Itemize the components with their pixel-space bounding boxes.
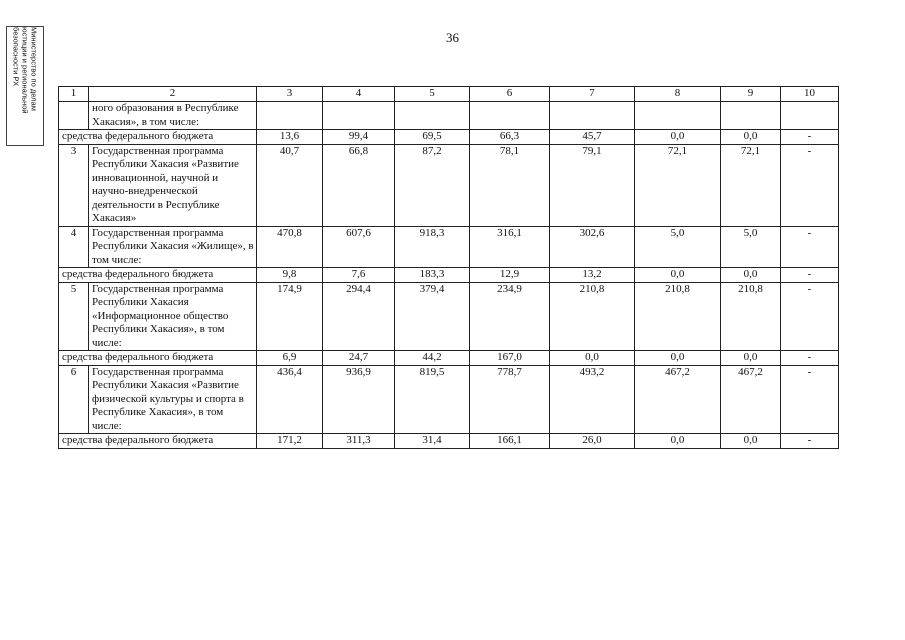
column-header: 10 xyxy=(781,87,839,102)
program-number: 5 xyxy=(59,282,89,351)
value-cell: 13,2 xyxy=(550,268,635,283)
value-cell: 66,8 xyxy=(323,144,395,226)
program-number: 6 xyxy=(59,365,89,434)
value-cell: 13,6 xyxy=(257,130,323,145)
federal-budget-row xyxy=(59,268,839,283)
value-cell: 493,2 xyxy=(550,365,635,434)
stamp-line: безопасности РХ xyxy=(11,27,21,87)
value-cell: 66,3 xyxy=(470,130,550,145)
value-cell: 936,9 xyxy=(323,365,395,434)
value-cell: 45,7 xyxy=(550,130,635,145)
value-cell xyxy=(395,102,470,130)
value-cell xyxy=(781,102,839,130)
value-cell xyxy=(257,102,323,130)
value-cell: 436,4 xyxy=(257,365,323,434)
federal-budget-label: средства федерального бюджета xyxy=(59,268,257,283)
program-row xyxy=(59,226,839,268)
value-cell: 24,7 xyxy=(323,351,395,366)
value-cell: 166,1 xyxy=(470,434,550,449)
program-name: Государственная программа Республики Хакасия «Информационное общество Республики Хакасия», в том числе: xyxy=(89,282,257,351)
value-cell: 470,8 xyxy=(257,226,323,268)
program-number xyxy=(59,102,89,130)
column-header: 9 xyxy=(721,87,781,102)
column-header: 6 xyxy=(470,87,550,102)
value-cell xyxy=(550,102,635,130)
value-cell: 467,2 xyxy=(721,365,781,434)
budget-table xyxy=(58,86,839,449)
program-name: Государственная программа Республики Хакасия «Развитие инновационной, научной и научно-внедренческой деятельности в Республике Хакасия» xyxy=(89,144,257,226)
table-body xyxy=(59,87,839,449)
value-cell: 44,2 xyxy=(395,351,470,366)
program-number: 4 xyxy=(59,226,89,268)
value-cell: 167,0 xyxy=(470,351,550,366)
value-cell: 72,1 xyxy=(721,144,781,226)
value-cell: 234,9 xyxy=(470,282,550,351)
program-row xyxy=(59,282,839,351)
value-cell: 0,0 xyxy=(721,130,781,145)
value-cell: - xyxy=(781,130,839,145)
value-cell: 210,8 xyxy=(635,282,721,351)
value-cell xyxy=(470,102,550,130)
value-cell: 0,0 xyxy=(721,351,781,366)
federal-budget-label: средства федерального бюджета xyxy=(59,434,257,449)
value-cell: 316,1 xyxy=(470,226,550,268)
column-header: 1 xyxy=(59,87,89,102)
value-cell: - xyxy=(781,434,839,449)
column-header: 4 xyxy=(323,87,395,102)
value-cell: 0,0 xyxy=(721,434,781,449)
value-cell: 99,4 xyxy=(323,130,395,145)
value-cell: 26,0 xyxy=(550,434,635,449)
value-cell: 0,0 xyxy=(550,351,635,366)
value-cell: 69,5 xyxy=(395,130,470,145)
value-cell: 72,1 xyxy=(635,144,721,226)
value-cell: 5,0 xyxy=(721,226,781,268)
value-cell: 5,0 xyxy=(635,226,721,268)
value-cell: 0,0 xyxy=(721,268,781,283)
program-row xyxy=(59,102,839,130)
column-header: 5 xyxy=(395,87,470,102)
federal-budget-row xyxy=(59,434,839,449)
program-name: Государственная программа Республики Хакасия «Развитие физической культуры и спорта в Республике Хакасия», в том числе: xyxy=(89,365,257,434)
value-cell: 87,2 xyxy=(395,144,470,226)
value-cell: 379,4 xyxy=(395,282,470,351)
column-header: 2 xyxy=(89,87,257,102)
value-cell: 0,0 xyxy=(635,130,721,145)
value-cell: 302,6 xyxy=(550,226,635,268)
value-cell: - xyxy=(781,365,839,434)
value-cell: 778,7 xyxy=(470,365,550,434)
value-cell: 174,9 xyxy=(257,282,323,351)
value-cell xyxy=(635,102,721,130)
federal-budget-row xyxy=(59,130,839,145)
value-cell: 467,2 xyxy=(635,365,721,434)
value-cell: 79,1 xyxy=(550,144,635,226)
value-cell xyxy=(721,102,781,130)
program-name: ного образования в Республике Хакасия», в том числе: xyxy=(89,102,257,130)
value-cell: 607,6 xyxy=(323,226,395,268)
value-cell: - xyxy=(781,351,839,366)
program-row xyxy=(59,365,839,434)
column-header: 7 xyxy=(550,87,635,102)
federal-budget-label: средства федерального бюджета xyxy=(59,351,257,366)
stamp-text xyxy=(12,27,39,145)
value-cell: 210,8 xyxy=(721,282,781,351)
value-cell: 0,0 xyxy=(635,351,721,366)
value-cell: - xyxy=(781,268,839,283)
value-cell: 40,7 xyxy=(257,144,323,226)
value-cell: 183,3 xyxy=(395,268,470,283)
value-cell: 819,5 xyxy=(395,365,470,434)
value-cell: - xyxy=(781,226,839,268)
program-row xyxy=(59,144,839,226)
column-header: 3 xyxy=(257,87,323,102)
value-cell: 6,9 xyxy=(257,351,323,366)
header-row xyxy=(59,87,839,102)
value-cell xyxy=(323,102,395,130)
federal-budget-row xyxy=(59,351,839,366)
value-cell: 78,1 xyxy=(470,144,550,226)
program-number: 3 xyxy=(59,144,89,226)
value-cell: - xyxy=(781,282,839,351)
program-name: Государственная программа Республики Хакасия «Жилище», в том числе: xyxy=(89,226,257,268)
value-cell: 31,4 xyxy=(395,434,470,449)
stamp-line: Министерство по делам xyxy=(29,27,39,111)
value-cell: 311,3 xyxy=(323,434,395,449)
value-cell: 210,8 xyxy=(550,282,635,351)
stamp-line: юстиции и региональной xyxy=(20,27,30,114)
value-cell: 918,3 xyxy=(395,226,470,268)
value-cell: 12,9 xyxy=(470,268,550,283)
value-cell: - xyxy=(781,144,839,226)
page-number: 36 xyxy=(446,30,459,45)
value-cell: 0,0 xyxy=(635,434,721,449)
value-cell: 0,0 xyxy=(635,268,721,283)
ministry-stamp xyxy=(6,26,44,146)
value-cell: 294,4 xyxy=(323,282,395,351)
value-cell: 7,6 xyxy=(323,268,395,283)
value-cell: 171,2 xyxy=(257,434,323,449)
federal-budget-label: средства федерального бюджета xyxy=(59,130,257,145)
value-cell: 9,8 xyxy=(257,268,323,283)
column-header: 8 xyxy=(635,87,721,102)
